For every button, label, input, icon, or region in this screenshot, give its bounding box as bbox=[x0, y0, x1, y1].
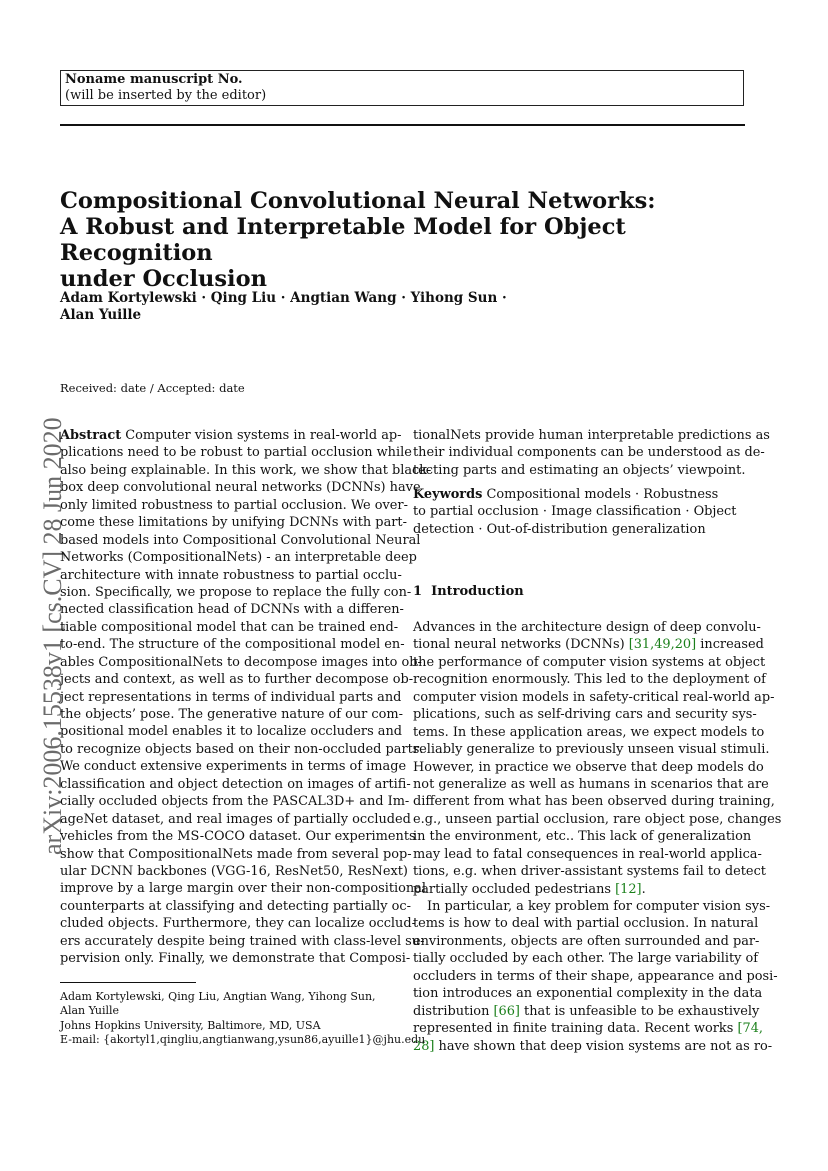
intro-text: partially occluded pedestrians bbox=[413, 881, 616, 897]
intro-text: tional neural networks (DCNNs) bbox=[413, 637, 629, 653]
abstract-line: classification and object detection on images of artifi- bbox=[60, 776, 411, 792]
abstract-line: architecture with innate robustness to partial occlu- bbox=[60, 567, 402, 583]
abstract-line: ables CompositionalNets to decompose images into ob- bbox=[60, 654, 422, 670]
intro-line: the performance of computer vision systems at object bbox=[413, 654, 766, 670]
abstract-line: Computer vision systems in real-world ap- bbox=[121, 428, 402, 443]
keywords-block bbox=[413, 486, 745, 538]
title-line: under Occlusion bbox=[60, 266, 267, 292]
title-line: A Robust and Interpretable Model for Object Recognition bbox=[60, 214, 626, 266]
abstract-first-line bbox=[60, 427, 402, 444]
abstract-line: plications need to be robust to partial occlusion while bbox=[60, 445, 412, 461]
intro-line: in the environment, etc.. This lack of generalization bbox=[413, 829, 752, 845]
intro-line: Advances in the architecture design of deep convolu- bbox=[413, 620, 761, 635]
intro-line: In particular, a key problem for computer vision sys- bbox=[427, 899, 771, 914]
abstract-line: tionalNets provide human interpretable predictions as bbox=[413, 428, 770, 443]
abstract-line: show that CompositionalNets made from several pop- bbox=[60, 846, 412, 862]
arxiv-stamp: arXiv:2006.15538v1 [cs.CV] 28 Jun 2020 bbox=[38, 417, 67, 855]
footnote-rule bbox=[60, 982, 196, 983]
intro-line: occluders in terms of their shape, appearance and posi- bbox=[413, 968, 778, 984]
abstract-line: to recognize objects based on their non-occluded parts. bbox=[60, 741, 424, 757]
keywords-line: detection · Out-of-distribution generalization bbox=[413, 521, 706, 537]
intro-line bbox=[413, 1003, 760, 1020]
abstract-line: ular DCNN backbones (VGG-16, ResNet50, ResNext) bbox=[60, 863, 408, 879]
intro-text: have shown that deep vision systems are not as ro- bbox=[434, 1038, 773, 1054]
footnote-line: E-mail: {akortyl1,qingliu,angtianwang,ysun86,ayuille1}@jhu.edu bbox=[60, 1032, 426, 1046]
manuscript-number: Noname manuscript No. bbox=[65, 72, 243, 87]
editor-note: (will be inserted by the editor) bbox=[65, 88, 267, 103]
section-title: Introduction bbox=[431, 584, 524, 599]
intro-line: tially occluded by each other. The large variability of bbox=[413, 951, 759, 967]
abstract-line: come these limitations by unifying DCNNs with part- bbox=[60, 515, 407, 531]
citation-link[interactable]: [74, bbox=[737, 1021, 763, 1037]
intro-line: tion introduces an exponential complexity in the data bbox=[413, 986, 763, 1002]
intro-text: . bbox=[641, 881, 646, 897]
intro-text: distribution bbox=[413, 1003, 494, 1019]
intro-text: that is unfeasible to be exhaustively bbox=[519, 1003, 760, 1019]
abstract-line: vehicles from the MS-COCO dataset. Our experiments bbox=[60, 829, 416, 845]
intro-text: increased bbox=[696, 637, 764, 653]
citation-link[interactable]: [12] bbox=[615, 881, 642, 897]
citation-link[interactable]: [66] bbox=[493, 1003, 520, 1019]
abstract-line: ers accurately despite being trained with class-level su- bbox=[60, 933, 425, 949]
abstract-line: Networks (CompositionalNets) - an interpretable deep bbox=[60, 550, 417, 566]
keywords-heading: Keywords bbox=[413, 487, 483, 502]
introduction-text bbox=[413, 619, 782, 1055]
abstract-heading: Abstract bbox=[60, 428, 122, 443]
abstract-line: ageNet dataset, and real images of partially occluded bbox=[60, 811, 411, 827]
author-list bbox=[60, 290, 580, 324]
abstract-line: based models into Compositional Convolutional Neural bbox=[60, 532, 421, 548]
abstract-line: their individual components can be understood as de- bbox=[413, 445, 765, 461]
abstract-line: tecting parts and estimating an objects’ viewpoint. bbox=[413, 462, 746, 478]
abstract-line: ject representations in terms of individual parts and bbox=[60, 689, 402, 705]
intro-line: reliably generalize to previously unseen visual stimuli. bbox=[413, 742, 770, 758]
title-line: Compositional Convolutional Neural Networks: bbox=[60, 188, 656, 214]
abstract-line: jects and context, as well as to further decompose ob- bbox=[60, 672, 414, 688]
intro-line bbox=[413, 881, 745, 898]
keywords-line: to partial occlusion · Image classification · Object bbox=[413, 504, 737, 520]
intro-line: tions, e.g. when driver-assistant systems fail to detect bbox=[413, 864, 766, 880]
abstract-line: tiable compositional model that can be trained end- bbox=[60, 619, 399, 635]
paper-title bbox=[60, 188, 760, 292]
abstract-line: We conduct extensive experiments in terms of image bbox=[60, 759, 407, 775]
abstract-line: only limited robustness to partial occlusion. We over- bbox=[60, 497, 408, 513]
abstract-line: sion. Specifically, we propose to replace the fully con- bbox=[60, 584, 412, 600]
intro-line: tems is how to deal with partial occlusion. In natural bbox=[413, 916, 759, 932]
intro-line: tems. In these application areas, we expect models to bbox=[413, 724, 765, 740]
keywords-line: Compositional models · Robustness bbox=[482, 487, 719, 502]
intro-line: e.g., unseen partial occlusion, rare object pose, changes bbox=[413, 811, 782, 827]
abstract-line: to-end. The structure of the compositional model en- bbox=[60, 637, 405, 653]
author-line: Adam Kortylewski · Qing Liu · Angtian Wang · Yihong Sun · bbox=[60, 290, 507, 306]
abstract-column bbox=[60, 427, 432, 968]
intro-line: recognition enormously. This led to the deployment of bbox=[413, 672, 766, 688]
citation-link[interactable]: [31,49,20] bbox=[628, 637, 697, 653]
footnote-line: Adam Kortylewski, Qing Liu, Angtian Wang, Yihong Sun, bbox=[60, 990, 376, 1003]
intro-text: represented in finite training data. Recent works bbox=[413, 1021, 738, 1037]
intro-line: different from what has been observed during training, bbox=[413, 794, 775, 810]
section-number: 1 bbox=[413, 584, 423, 599]
abstract-line: pervision only. Finally, we demonstrate that Composi- bbox=[60, 951, 411, 967]
intro-line: plications, such as self-driving cars and security sys- bbox=[413, 707, 757, 723]
affiliation-footnote bbox=[60, 990, 426, 1047]
abstract-line: improve by a large margin over their non-compositional bbox=[60, 881, 427, 897]
author-line: Alan Yuille bbox=[60, 307, 142, 323]
intro-line: may lead to fatal consequences in real-world applica- bbox=[413, 846, 762, 862]
abstract-line: cluded objects. Furthermore, they can localize occlud- bbox=[60, 916, 416, 932]
abstract-line: also being explainable. In this work, we show that black- bbox=[60, 462, 432, 478]
intro-line: not generalize as well as humans in scenarios that are bbox=[413, 776, 769, 792]
keywords-first-line bbox=[413, 486, 745, 503]
abstract-line: nected classification head of DCNNs with a differen- bbox=[60, 602, 404, 618]
abstract-line: box deep convolutional neural networks (DCNNs) have bbox=[60, 480, 421, 496]
intro-line: environments, objects are often surrounded and par- bbox=[413, 933, 760, 949]
abstract-line: cially occluded objects from the PASCAL3D+ and Im- bbox=[60, 794, 410, 810]
abstract-line: counterparts at classifying and detecting partially oc- bbox=[60, 898, 411, 914]
footnote-line: Johns Hopkins University, Baltimore, MD, USA bbox=[60, 1018, 321, 1032]
received-date: Received: date / Accepted: date bbox=[60, 381, 245, 395]
intro-line: computer vision models in safety-critical real-world ap- bbox=[413, 689, 775, 705]
abstract-continuation bbox=[413, 427, 770, 479]
intro-line bbox=[413, 636, 764, 653]
intro-line bbox=[413, 1020, 763, 1037]
citation-link[interactable]: 28] bbox=[413, 1038, 435, 1054]
section-heading bbox=[413, 584, 524, 599]
manuscript-header-box bbox=[60, 70, 744, 106]
abstract-line: positional model enables it to localize occluders and bbox=[60, 724, 403, 740]
footnote-line: Alan Yuille bbox=[60, 1004, 120, 1018]
intro-line bbox=[413, 1038, 773, 1055]
intro-line: However, in practice we observe that deep models do bbox=[413, 759, 764, 775]
abstract-line: the objects’ pose. The generative nature of our com- bbox=[60, 707, 403, 722]
header-rule bbox=[60, 124, 745, 126]
